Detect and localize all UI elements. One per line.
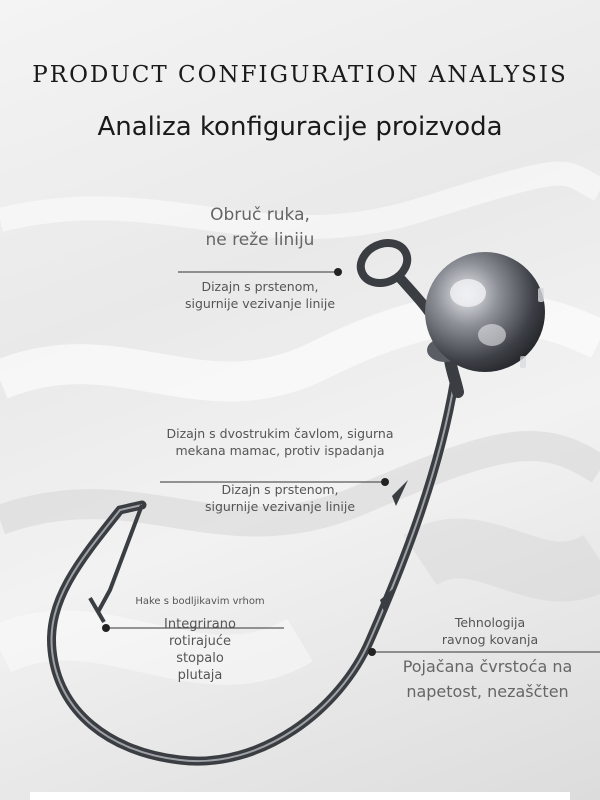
page-title-local: Analiza konfiguracije proizvoda bbox=[97, 112, 503, 142]
ring-callout-desc: Dizajn s prstenom, sigurnije vezivanje linije bbox=[184, 279, 336, 311]
barb-callout-title: Hake s bodljikavim vrhom bbox=[135, 596, 265, 607]
footer-strip bbox=[30, 792, 570, 800]
forge-callout-desc: Pojačana čvrstoća na napetost, nezaščten bbox=[402, 657, 573, 701]
nail-callout-sub: Dizajn s prstenom, sigurnije vezivanje linije bbox=[204, 482, 356, 514]
ring-callout-title: Obruč ruka, ne reže liniju bbox=[205, 205, 315, 250]
forge-callout-title: Tehnologija ravnog kovanja bbox=[441, 615, 539, 647]
barb-callout-desc: Integrirano rotirajuće stopalo plutaja bbox=[164, 617, 236, 683]
nail-callout-desc: Dizajn s dvostrukim čavlom, sigurna mekana mamac, protiv ispadanja bbox=[166, 426, 394, 458]
page-title-english: PRODUCT CONFIGURATION ANALYSIS bbox=[32, 62, 568, 88]
